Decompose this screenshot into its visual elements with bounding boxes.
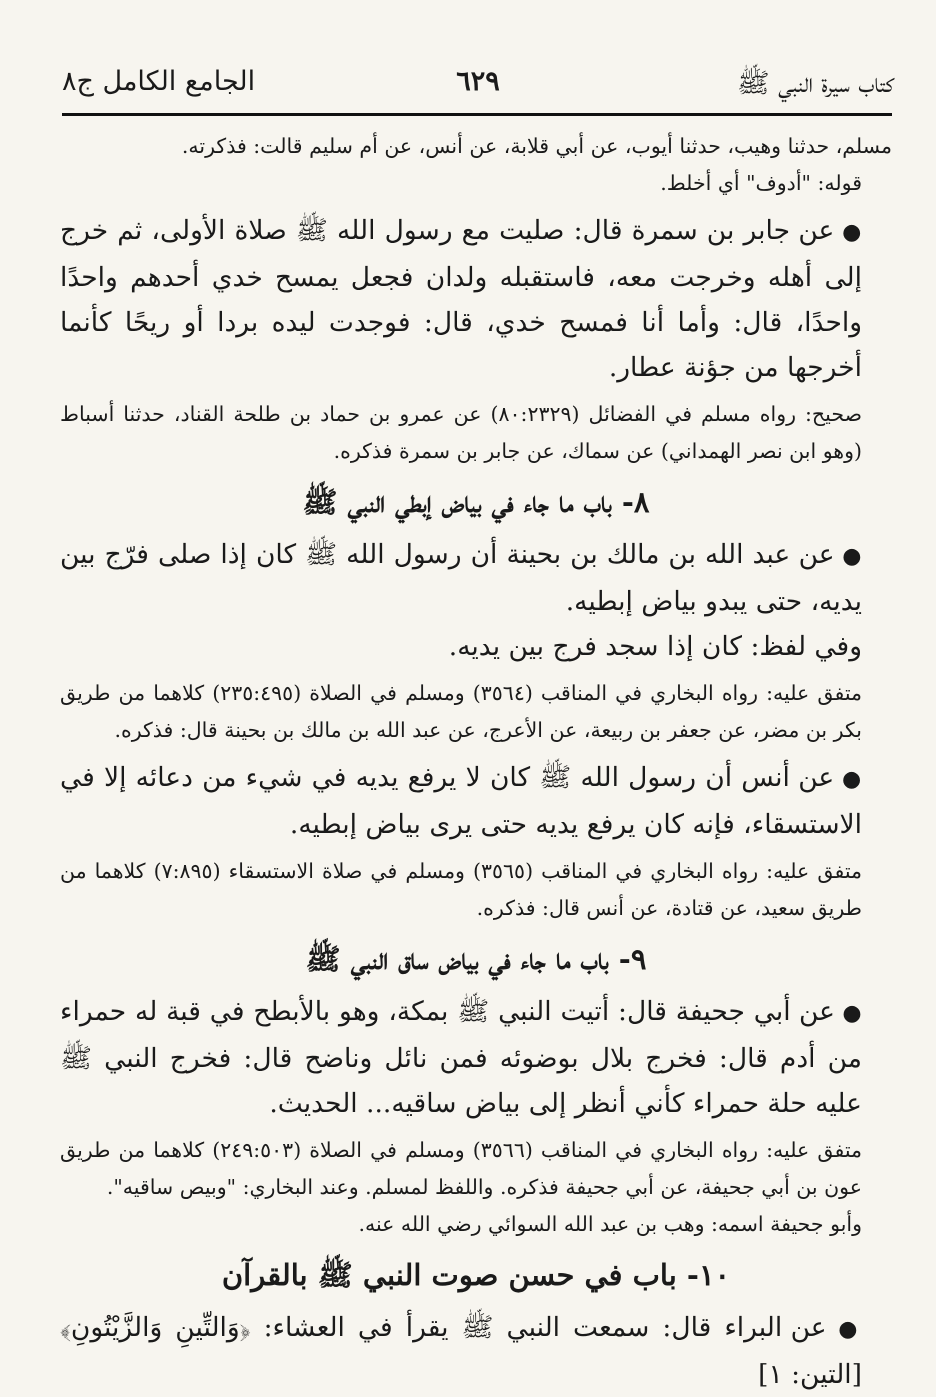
header-rule bbox=[62, 113, 892, 116]
book-section-title: كتاب سيرة النبي ﷺ bbox=[736, 68, 894, 99]
takhrij-paragraph: متفق عليه: رواه البخاري في المناقب (٣٥٦٤) ومسلم في الصلاة (٢٣٥:٤٩٥) كلاهما من طريق بكر بن مضر، عن جعفر بن ربيعة، عن الأعرج، عن عبد الله بن مالك بن بحينة قال: فذكره. bbox=[60, 681, 862, 742]
hadith-paragraph: ● عن جابر بن سمرة قال: صليت مع رسول الله ﷺ صلاة الأولى، ثم خرج إلى أهله وخرجت معه، فاستقبله ولدان فجعل يمسح خدي أحدهم واحدًا واحدًا، قال: وأما أنا فمسح خدي، قال: فوجدت ليده بردا أو ريحًا كأنما أخرجها من جؤنة عطار. bbox=[60, 208, 892, 390]
chapter-title: ٩- باب ما جاء في بياض ساق النبي ﷺ bbox=[305, 942, 647, 976]
hadith-paragraph: ● عن أنس أن رسول الله ﷺ كان لا يرفع يديه في شيء من دعائه إلا في الاستسقاء، فإنه كان يرفع يديه حتى يرى بياض إبطيه. bbox=[60, 755, 892, 847]
takhrij-paragraph: متفق عليه: رواه البخاري في المناقب (٣٥٦٥) ومسلم في صلاة الاستسقاء (٧:٨٩٥) كلاهما من طريق سعيد، عن قتادة، عن أنس قال: فذكره. bbox=[60, 859, 862, 920]
page-content bbox=[60, 128, 892, 1397]
takhrij-paragraph: صحيح: رواه مسلم في الفضائل (٨٠:٢٣٢٩) عن عمرو بن حماد بن طلحة القناد، حدثنا أسباط (وهو ابن نصر الهمداني) عن سماك، عن جابر بن سمرة فذكره. bbox=[60, 402, 862, 463]
chapter-title: ١٠- باب في حسن صوت النبي ﷺ بالقرآن bbox=[221, 1258, 731, 1292]
hadith-variant: وفي لفظ: كان إذا سجد فرج بين يديه. bbox=[448, 631, 862, 662]
page-number: ٦٢٩ bbox=[456, 66, 500, 97]
note-paragraph: قوله: "أدوف" أي أخلط. bbox=[660, 171, 862, 195]
note-paragraph: وأبو جحيفة اسمه: وهب بن عبد الله السوائي رضي الله عنه. bbox=[358, 1212, 862, 1236]
hadith-paragraph: ● عن عبد الله بن مالك بن بحينة أن رسول الله ﷺ كان إذا صلى فرّج بين يديه، حتى يبدو بياض إبطيه. bbox=[60, 532, 892, 624]
hadith-paragraph: ● عن أبي جحيفة قال: أتيت النبي ﷺ بمكة، وهو بالأبطح في قبة له حمراء من أدم قال: فخرج بلال بوضوئه فمن نائل وناضح قال: فخرج النبي ﷺ عليه حلة حمراء كأني أنظر إلى بياض ساقيه... الحديث. bbox=[60, 989, 892, 1126]
hadith-paragraph: ● عن البراء قال: سمعت النبي ﷺ يقرأ في العشاء: ﴿وَالتِّينِ وَالزَّيْتُونِ﴾ [التين: ١] bbox=[60, 1305, 892, 1397]
book-title: الجامع الكامل ج٨ bbox=[62, 66, 256, 97]
takhrij-paragraph: متفق عليه: رواه البخاري في المناقب (٣٥٦٦) ومسلم في الصلاة (٢٤٩:٥٠٣) كلاهما من طريق عون بن أبي جحيفة، عن أبي جحيفة فذكره. واللفظ لمسلم. وعند البخاري: "وبيص ساقيه". bbox=[60, 1138, 862, 1199]
chapter-title: ٨- باب ما جاء في بياض إبطي النبي ﷺ bbox=[302, 485, 650, 519]
page-header bbox=[62, 66, 894, 106]
text-continuation: مسلم، حدثنا وهيب، حدثنا أيوب، عن أبي قلابة، عن أنس، عن أم سليم قالت: فذكرته. bbox=[181, 134, 892, 158]
